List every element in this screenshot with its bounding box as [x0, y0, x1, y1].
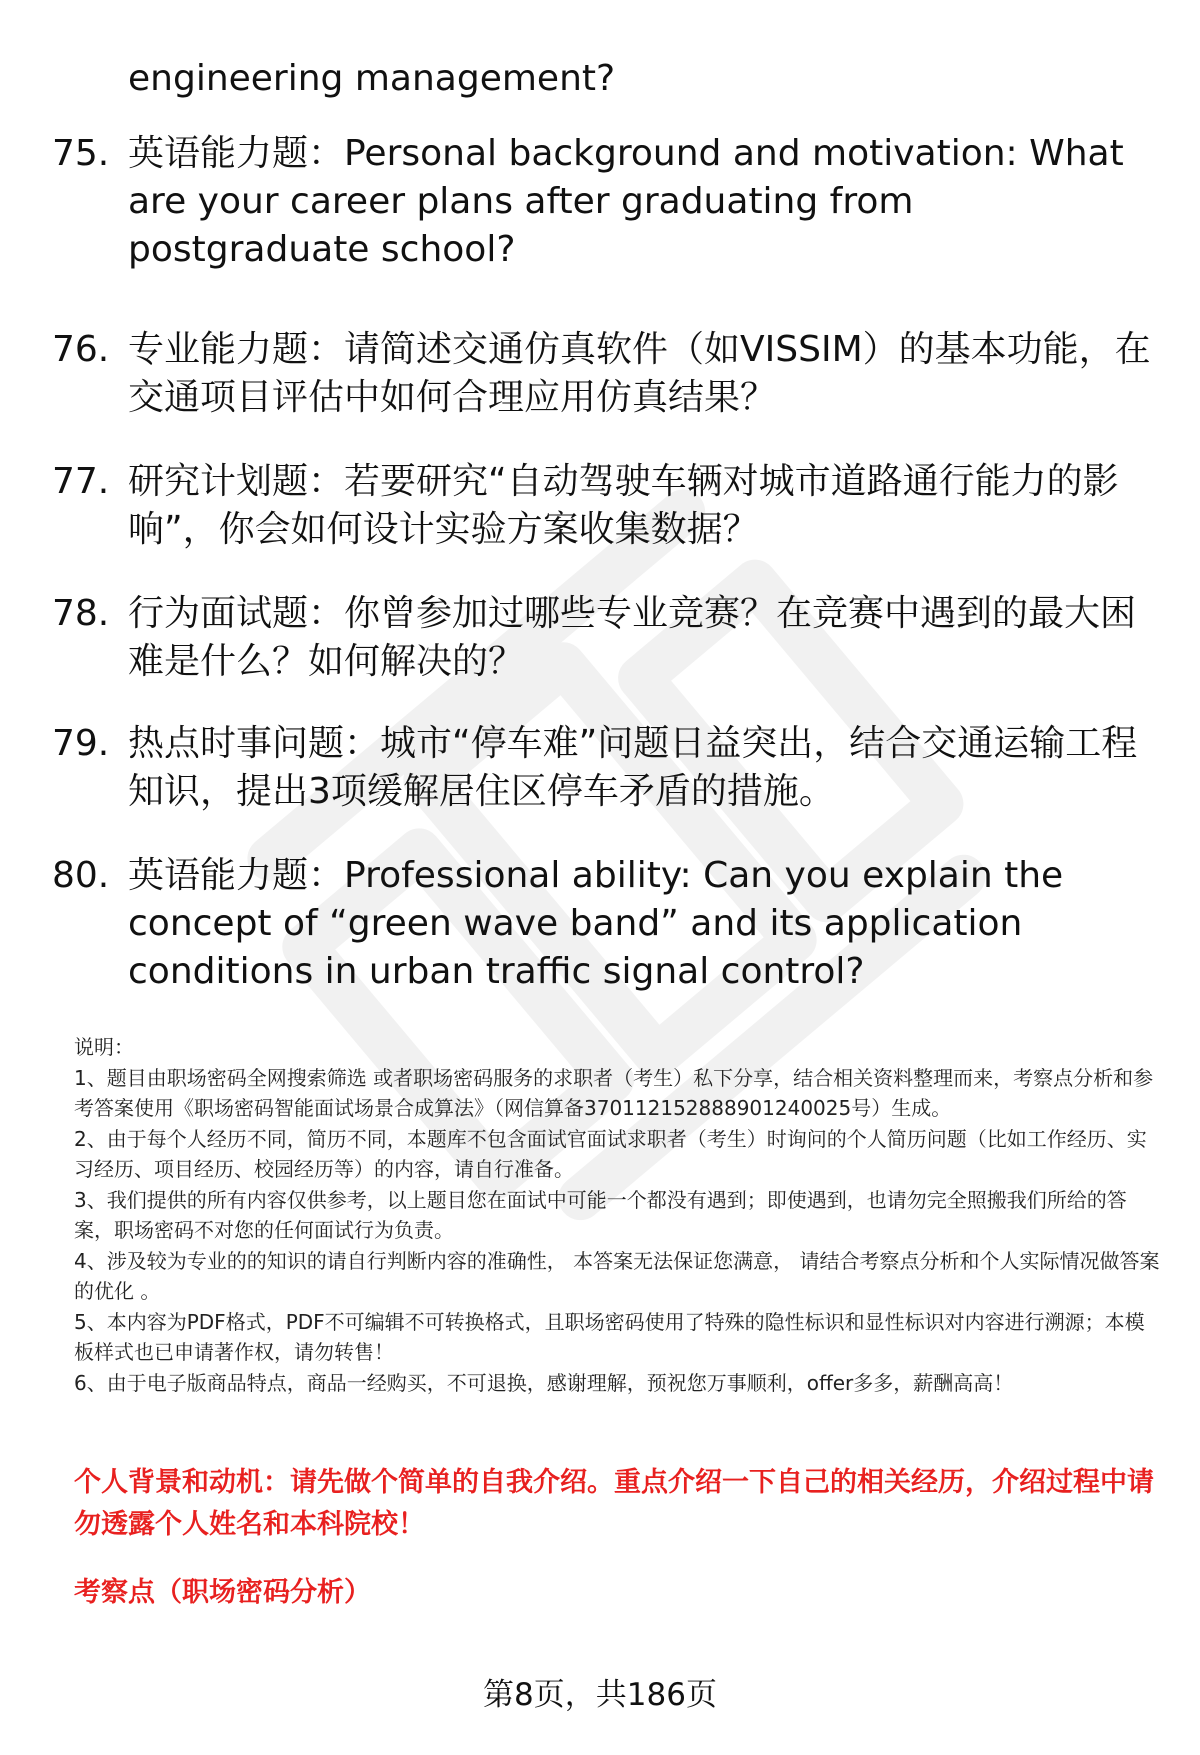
analysis-section-label: 考察点（职场密码分析）: [74, 1577, 371, 1608]
question-item: [52, 720, 1162, 816]
question-item: [52, 852, 1162, 996]
question-text: 研究计划题：若要研究“自动驾驶车辆对城市道路通行能力的影响”，你会如何设计实验方案收集数据？: [128, 461, 1119, 550]
notes-section: [74, 1032, 1160, 1398]
page-number: 第8页，共186页: [483, 1677, 717, 1713]
question-number: 77.: [52, 461, 110, 502]
question-text: 热点时事问题：城市“停车难”问题日益突出，结合交通运输工程知识，提出3项缓解居住区停车矛盾的措施。: [128, 723, 1138, 812]
question-item: [52, 458, 1162, 554]
note-item: 4、涉及较为专业的的知识的请自行判断内容的准确性， 本答案无法保证您满意， 请结合考察点分析和个人实际情况做答案的优化 。: [74, 1248, 1160, 1303]
question-text: 英语能力题：Personal background and motivation: What are your career plans after graduating from postgraduate school?: [128, 133, 1124, 270]
note-item: 6、由于电子版商品特点，商品一经购买，不可退换，感谢理解，预祝您万事顺利，offer多多，薪酬高高！: [74, 1370, 1014, 1395]
note-item: 5、本内容为PDF格式，PDF不可编辑不可转换格式，且职场密码使用了特殊的隐性标识和显性标识对内容进行溯源；本模板样式也已申请著作权，请勿转售！: [74, 1309, 1145, 1364]
question-text: 专业能力题：请简述交通仿真软件（如VISSIM）的基本功能，在交通项目评估中如何合理应用仿真结果？: [128, 329, 1151, 418]
question-number: 79.: [52, 723, 110, 764]
question-number: 76.: [52, 329, 110, 370]
notes-title: 说明：: [74, 1035, 134, 1059]
note-item: 2、由于每个人经历不同，简历不同，本题库不包含面试官面试求职者（考生）时询问的个人简历问题（比如工作经历、实习经历、项目经历、校园经历等）的内容，请自行准备。: [74, 1126, 1147, 1181]
question-number: 80.: [52, 855, 110, 896]
question-number: 78.: [52, 593, 110, 634]
note-item: 1、题目由职场密码全网搜索筛选 或者职场密码服务的求职者（考生）私下分享，结合相关资料整理而来，考察点分析和参考答案使用《职场密码智能面试场景合成算法》（网信算备370112152888901240025号）生成。: [74, 1065, 1154, 1120]
highlight-question: 个人背景和动机：请先做个简单的自我介绍。重点介绍一下自己的相关经历，介绍过程中请勿透露个人姓名和本科院校！: [74, 1467, 1154, 1540]
question-text: 行为面试题：你曾参加过哪些专业竞赛？在竞赛中遇到的最大困难是什么？如何解决的？: [128, 593, 1137, 682]
question-item: [52, 130, 1162, 274]
question-number: 75.: [52, 133, 110, 174]
question-text: 英语能力题：Professional ability: Can you explain the concept of “green wave band” and its application conditions in urban traffic signal control?: [128, 855, 1064, 992]
question-item: [52, 326, 1162, 422]
question-item: [52, 590, 1162, 686]
note-item: 3、我们提供的所有内容仅供参考，以上题目您在面试中可能一个都没有遇到；即使遇到，也请勿完全照搬我们所给的答案，职场密码不对您的任何面试行为负责。: [74, 1187, 1127, 1242]
continued-question-text: engineering management?: [128, 58, 616, 99]
